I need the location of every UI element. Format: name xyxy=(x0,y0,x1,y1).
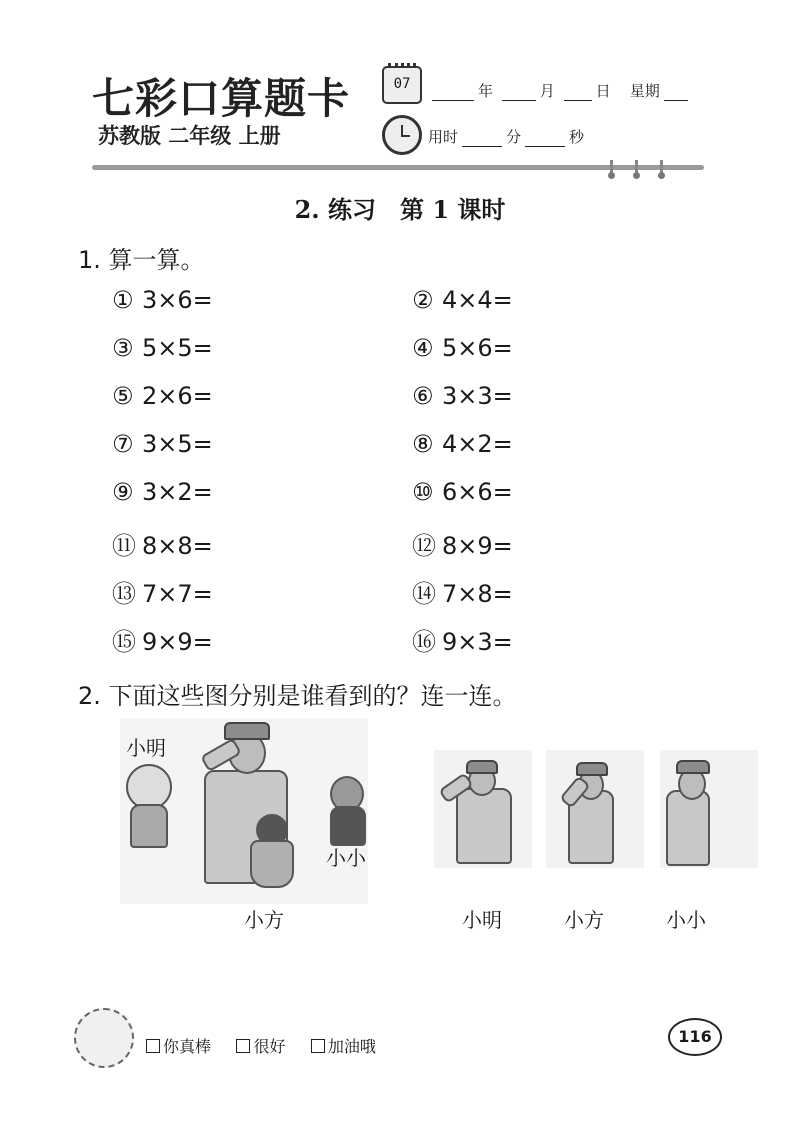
problem-number: ⑫ xyxy=(412,532,436,560)
math-problem xyxy=(112,430,213,458)
view-front-cap xyxy=(466,760,498,774)
view-front xyxy=(434,750,532,868)
problem-expression: 3×3= xyxy=(442,382,513,410)
minutes-label: 分 xyxy=(506,128,522,146)
problem-number: ⑮ xyxy=(112,628,136,656)
weekday-label: 星期 xyxy=(629,82,660,100)
math-problem xyxy=(412,478,513,506)
problem-expression: 7×8= xyxy=(442,580,513,608)
problem-expression: 5×5= xyxy=(142,334,213,362)
problem-expression: 8×8= xyxy=(142,532,213,560)
problem-expression: 4×2= xyxy=(442,430,513,458)
math-problem xyxy=(412,622,513,657)
problem-expression: 6×6= xyxy=(442,478,513,506)
math-problem xyxy=(412,286,513,314)
year-label: 年 xyxy=(478,82,494,100)
date-fill-line xyxy=(428,80,692,101)
seconds-label: 秒 xyxy=(569,128,585,146)
problem-number: ⑯ xyxy=(412,628,436,656)
view-profile-body xyxy=(666,790,710,866)
math-problem xyxy=(112,526,213,561)
checkbox-icon[interactable] xyxy=(311,1039,325,1053)
problem-number: ⑭ xyxy=(412,580,436,608)
problem-expression: 3×2= xyxy=(142,478,213,506)
math-problem xyxy=(412,574,513,609)
view-side-cap xyxy=(576,762,608,776)
time-fill-line xyxy=(428,126,584,147)
view-label-1: 小明 xyxy=(462,908,502,932)
edition-label: 苏教版 二年级 上册 xyxy=(98,124,281,148)
rating-options xyxy=(146,1034,376,1057)
xiaofang-body xyxy=(250,840,294,888)
rating-label-1: 你真棒 xyxy=(163,1037,212,1056)
view-label-2: 小方 xyxy=(564,908,604,932)
time-used-label: 用时 xyxy=(428,128,459,146)
problem-number: ⑦ xyxy=(112,430,134,458)
math-problem xyxy=(112,334,213,362)
rating-checkbox-1[interactable] xyxy=(146,1037,211,1056)
math-problem xyxy=(112,574,213,609)
rating-checkbox-3[interactable] xyxy=(311,1037,376,1056)
problem-number: ⑤ xyxy=(112,382,134,410)
problem-number: ⑨ xyxy=(112,478,134,506)
problem-number: ② xyxy=(412,286,434,314)
lesson-title: 2. 练习 第 1 课时 xyxy=(294,195,506,224)
problem-number: ⑬ xyxy=(112,580,136,608)
scene-label-xiaofang: 小方 xyxy=(244,908,284,932)
calendar-day: 07 xyxy=(393,76,411,92)
problem-expression: 9×3= xyxy=(442,628,513,656)
scene-label-xiaoxiao: 小小 xyxy=(326,846,366,870)
view-profile-cap xyxy=(676,760,710,774)
mascot-icon xyxy=(74,1008,134,1068)
problem-number: ⑩ xyxy=(412,478,434,506)
pin-icon xyxy=(610,160,613,174)
checkbox-icon[interactable] xyxy=(236,1039,250,1053)
rating-label-3: 加油哦 xyxy=(327,1037,376,1056)
calendar-icon xyxy=(382,66,422,104)
clock-icon xyxy=(382,115,422,155)
rating-checkbox-2[interactable] xyxy=(236,1037,285,1056)
math-problem xyxy=(112,622,213,657)
pin-icon xyxy=(635,160,638,174)
math-problem xyxy=(112,286,213,314)
pin-icon xyxy=(660,160,663,174)
problem-expression: 8×9= xyxy=(442,532,513,560)
rating-label-2: 很好 xyxy=(253,1037,286,1056)
view-side-three-quarter xyxy=(546,750,644,868)
math-problem xyxy=(112,382,213,410)
view-profile xyxy=(660,750,758,868)
problem-number: ① xyxy=(112,286,134,314)
problem-expression: 7×7= xyxy=(142,580,213,608)
math-problem xyxy=(412,430,513,458)
problem-number: ⑥ xyxy=(412,382,434,410)
problem-number: ③ xyxy=(112,334,134,362)
problem-expression: 5×6= xyxy=(442,334,513,362)
problem-expression: 3×6= xyxy=(142,286,213,314)
xiaoxiao-body xyxy=(330,806,366,846)
page-number: 116 xyxy=(668,1018,722,1056)
math-problem xyxy=(412,382,513,410)
checkbox-icon[interactable] xyxy=(146,1039,160,1053)
problem-number: ⑪ xyxy=(112,532,136,560)
view-front-body xyxy=(456,788,512,864)
problem-expression: 3×5= xyxy=(142,430,213,458)
math-problem xyxy=(412,334,513,362)
soldier-cap xyxy=(224,722,270,740)
problem-expression: 4×4= xyxy=(442,286,513,314)
month-label: 月 xyxy=(539,82,555,100)
section1-title: 1. 算一算。 xyxy=(78,246,205,274)
view-label-3: 小小 xyxy=(666,908,706,932)
scene-label-xiaoming: 小明 xyxy=(126,736,166,760)
problem-expression: 9×9= xyxy=(142,628,213,656)
problem-number: ⑧ xyxy=(412,430,434,458)
xiaoming-body xyxy=(130,804,168,848)
math-problem xyxy=(412,526,513,561)
problem-expression: 2×6= xyxy=(142,382,213,410)
math-problem xyxy=(112,478,213,506)
problem-number: ④ xyxy=(412,334,434,362)
section2-title: 2. 下面这些图分别是谁看到的？连一连。 xyxy=(78,682,517,710)
brand-title: 七彩口算题卡 xyxy=(92,74,351,123)
day-label: 日 xyxy=(595,82,611,100)
